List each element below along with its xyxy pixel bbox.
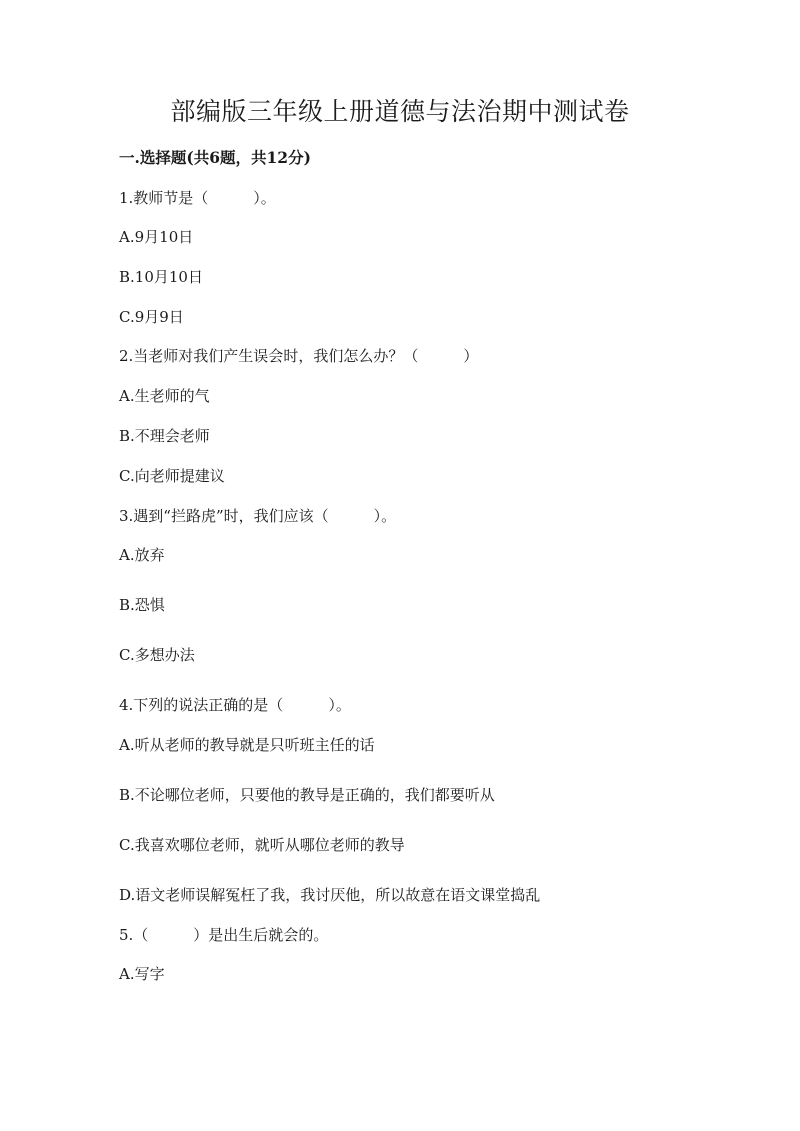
question-1-option-a: A.9月10日 [119, 228, 194, 246]
section-heading: 一.选择题(共6题，共12分) [119, 148, 311, 167]
question-3-option-a: A.放弃 [119, 546, 165, 564]
question-1-option-c: C.9月9日 [119, 308, 184, 326]
question-3-option-b: B.恐惧 [119, 596, 165, 614]
question-4-option-c: C.我喜欢哪位老师，就听从哪位老师的教导 [119, 836, 405, 854]
question-5-stem: 5.（ ）是出生后就会的。 [119, 926, 329, 944]
question-1-option-b: B.10月10日 [119, 268, 203, 286]
question-4-stem: 4.下列的说法正确的是（ ）。 [119, 696, 351, 714]
exam-title: 部编版三年级上册道德与法治期中测试卷 [170, 97, 630, 126]
question-2-option-c: C.向老师提建议 [119, 467, 225, 485]
question-5-option-a: A.写字 [119, 965, 165, 983]
question-3-stem: 3.遇到“拦路虎”时，我们应该（ ）。 [119, 507, 397, 525]
question-2-stem: 2.当老师对我们产生误会时，我们怎么办？（ ） [119, 347, 479, 365]
question-1-stem: 1.教师节是（ ）。 [119, 189, 276, 207]
question-2-option-a: A.生老师的气 [119, 387, 210, 405]
question-2-option-b: B.不理会老师 [119, 427, 210, 445]
question-4-option-b: B.不论哪位老师，只要他的教导是正确的，我们都要听从 [119, 786, 495, 804]
question-3-option-c: C.多想办法 [119, 646, 195, 664]
question-4-option-a: A.听从老师的教导就是只听班主任的话 [119, 736, 375, 754]
question-4-option-d: D.语文老师误解冤枉了我，我讨厌他，所以故意在语文课堂捣乱 [119, 886, 541, 904]
